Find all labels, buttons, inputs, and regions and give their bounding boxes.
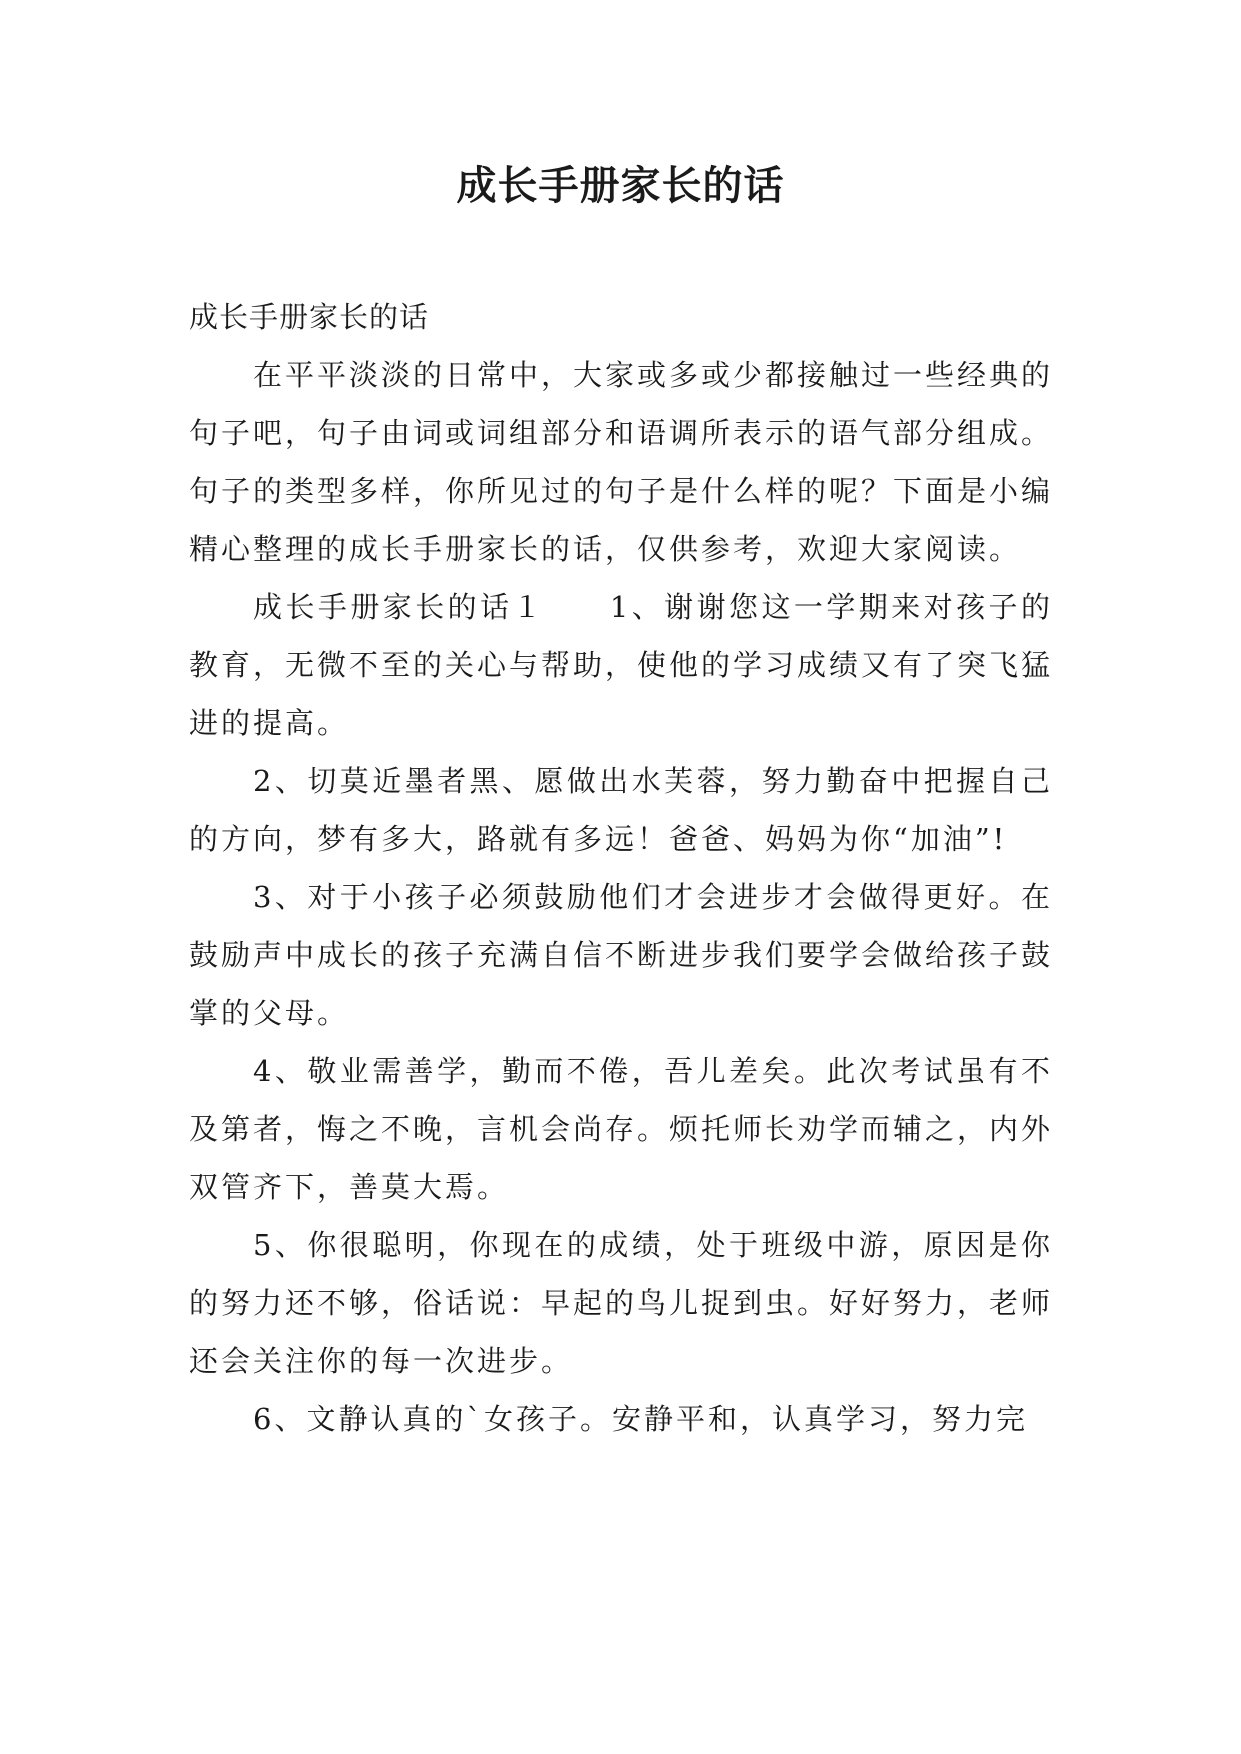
paragraph-item-2: 2、切莫近墨者黑、愿做出水芙蓉，努力勤奋中把握自己的方向，梦有多大，路就有多远！爸爸、妈妈为你“加油”! [189, 764, 1053, 856]
paragraph-item-4: 4、敬业需善学，勤而不倦，吾儿差矣。此次考试虽有不及第者，悔之不晚，言机会尚存。烦托师长劝学而辅之，内外双管齐下，善莫大焉。 [189, 1054, 1054, 1204]
paragraph-item-3: 3、对于小孩子必须鼓励他们才会进步才会做得更好。在鼓励声中成长的孩子充满自信不断进步我们要学会做给孩子鼓掌的父母。 [189, 880, 1054, 1030]
page-title: 成长手册家长的话 [456, 162, 785, 209]
paragraph-item-5: 5、你很聪明，你现在的成绩，处于班级中游，原因是你的努力还不够，俗话说：早起的鸟儿捉到虫。好好努力，老师还会关注你的每一次进步。 [189, 1228, 1054, 1378]
paragraph-item-1: 成长手册家长的话１ 1、谢谢您这一学期来对孩子的教育，无微不至的关心与帮助，使他的学习成绩又有了突飞猛进的提高。 [189, 590, 1054, 740]
paragraph-intro: 在平平淡淡的日常中，大家或多或少都接触过一些经典的句子吧，句子由词或词组部分和语调所表示的语气部分组成。句子的类型多样，你所见过的句子是什么样的呢？下面是小编精心整理的成长手册家长的话，仅供参考，欢迎大家阅读。 [189, 358, 1054, 566]
document-subtitle: 成长手册家长的话 [189, 300, 430, 334]
paragraph-item-6: 6、文静认真的`女孩子。安静平和，认真学习，努力完 [253, 1402, 1028, 1436]
document-body [189, 288, 1053, 1448]
